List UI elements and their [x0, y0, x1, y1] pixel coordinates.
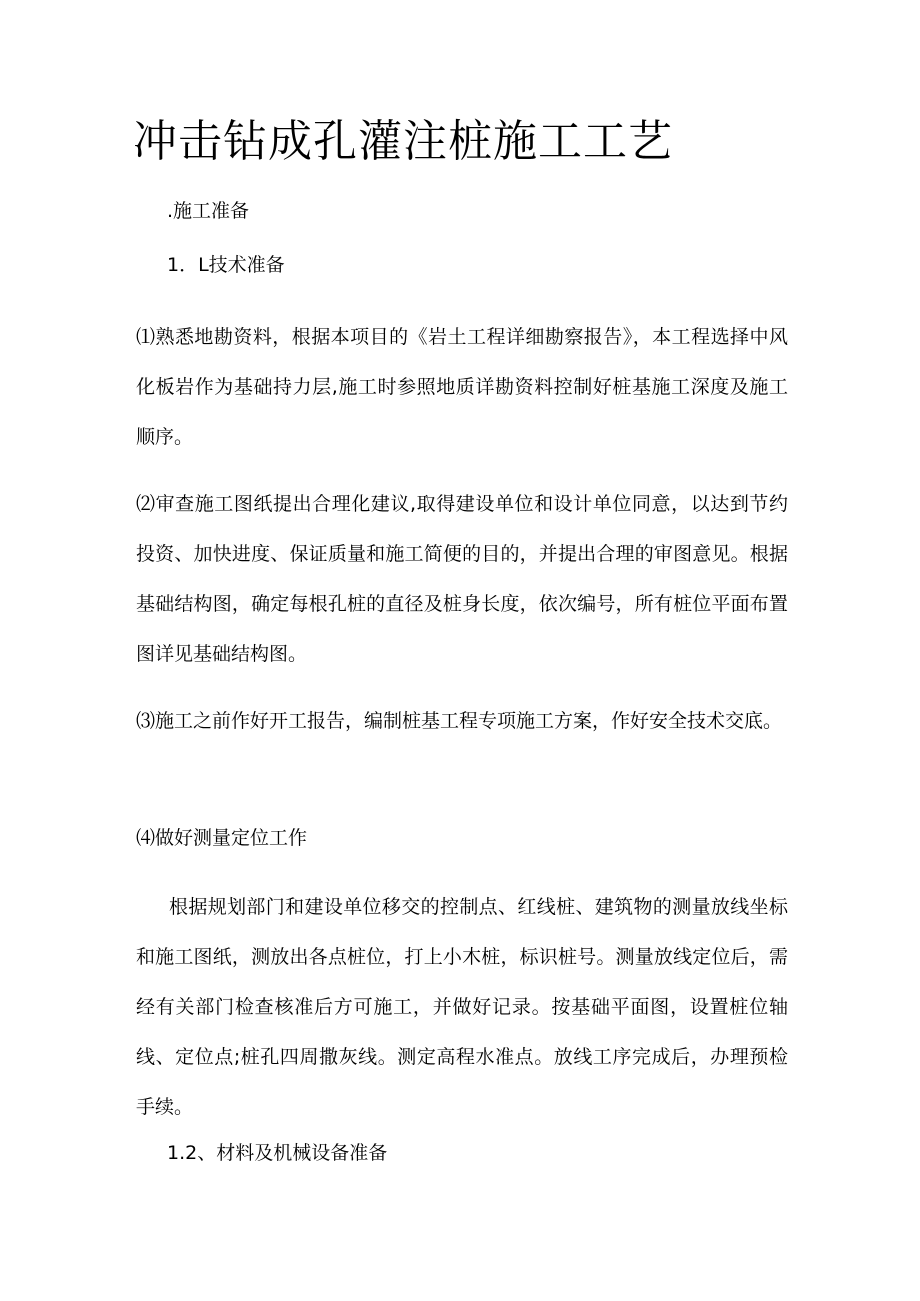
paragraph-item-3: ⑶施工之前作好开工报告，编制桩基工程专项施工方案，作好安全技术交底。	[136, 710, 783, 732]
section-heading: .施工准备	[167, 200, 250, 222]
paragraph-item-2: ⑵审查施工图纸提出合理化建议,取得建设单位和设计单位同意，以达到节约投资、加快进度、保证质量和施工简便的目的，并提出合理的审图意见。根据基础结构图，确定每根孔桩的直径及桩身长度，依次编号，所有桩位平面布置图详见基础结构图。	[136, 493, 788, 665]
paragraph-item-4-body: 根据规划部门和建设单位移交的控制点、红线桩、建筑物的测量放线坐标和施工图纸，测放出各点桩位，打上小木桩，标识桩号。测量放线定位后，需经有关部门检查核准后方可施工，并做好记录。按基础平面图，设置桩位轴线、定位点;桩孔四周撒灰线。测定高程水准点。放线工序完成后，办理预检手续。	[136, 896, 788, 1118]
paragraph-item-1: ⑴熟悉地勘资料，根据本项目的《岩土工程详细勘察报告》，本工程选择中风化板岩作为基础持力层,施工时参照地质详勘资料控制好桩基施工深度及施工顺序。	[136, 326, 788, 448]
document-title: 冲击钻成孔灌注桩施工工艺	[133, 116, 673, 167]
subsection-heading-technical: 1．L技术准备	[167, 254, 285, 276]
subsection-heading-materials: 1.2、材料及机械设备准备	[167, 1142, 388, 1164]
paragraph-item-4-heading: ⑷做好测量定位工作	[136, 827, 308, 849]
